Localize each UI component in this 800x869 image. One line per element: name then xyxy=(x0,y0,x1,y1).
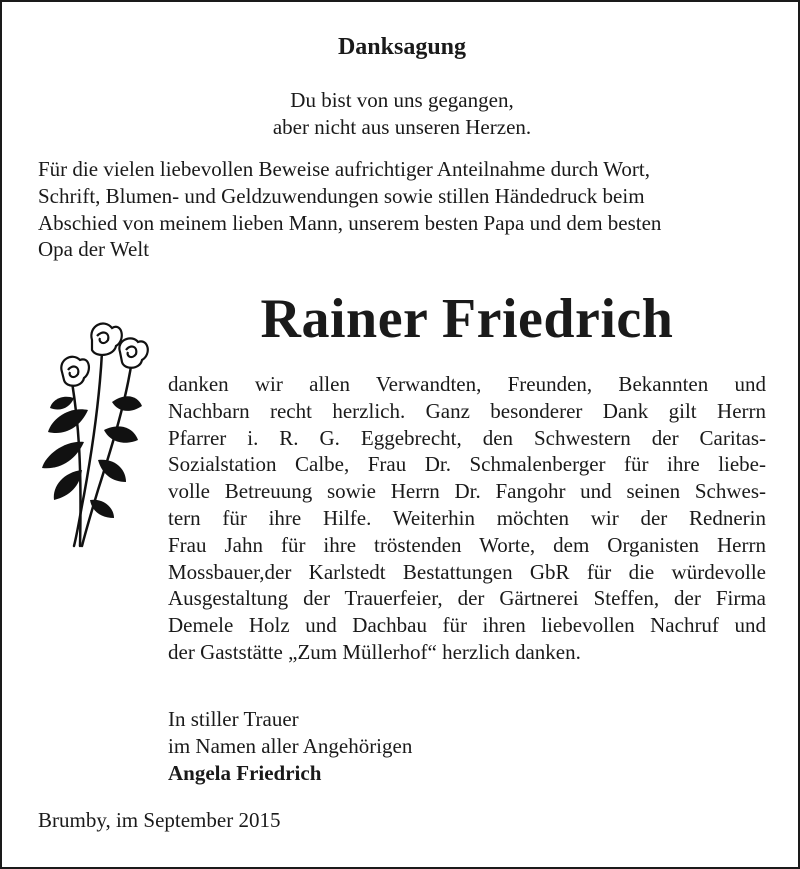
thanks-line: Pfarrer i. R. G. Eggebrecht, den Schwestern der Caritas- xyxy=(168,425,766,450)
intro-line: Opa der Welt xyxy=(38,237,150,262)
motto-line: Du bist von uns gegangen, xyxy=(290,88,514,112)
thanks-line: Mossbauer,der Karlstedt Bestattungen GbR für die würdevolle xyxy=(168,559,766,584)
thanks-line: Frau Jahn für ihre tröstenden Worte, dem Organisten Herrn xyxy=(168,532,766,557)
intro-line: Schrift, Blumen- und Geldzuwendungen sowie stillen Händedruck beim xyxy=(38,183,645,208)
motto-line: aber nicht aus unseren Herzen. xyxy=(272,115,532,139)
thanks-line: Demele Holz und Dachbau für ihren liebevollen Nachruf und xyxy=(168,613,766,638)
roses-icon xyxy=(34,310,164,550)
thanks-line: Sozialstation Calbe, Frau Dr. Schmalenberger für ihre liebe- xyxy=(168,452,766,477)
motto xyxy=(2,87,800,141)
signature-name: Angela Friedrich xyxy=(168,761,322,785)
thanks-line: tern für ihre Hilfe. Weiterhin möchten wir der Rednerin xyxy=(168,505,766,530)
thanks-line: volle Betreuung sowie Herrn Dr. Fangohr und seinen Schwes- xyxy=(168,479,766,504)
intro-paragraph xyxy=(38,156,766,263)
thanks-paragraph xyxy=(168,371,766,666)
intro-line: Für die vielen liebevollen Beweise aufrichtiger Anteilnahme durch Wort, xyxy=(38,157,650,181)
deceased-name: Rainer Friedrich xyxy=(260,288,674,350)
intro-line: Abschied von meinem lieben Mann, unserem besten Papa und dem besten xyxy=(38,210,662,235)
thanks-line: Ausgestaltung der Trauerfeier, der Gärtnerei Steffen, der Firma xyxy=(168,586,766,611)
thanks-line: der Gaststätte „Zum Müllerhof“ herzlich danken. xyxy=(168,639,581,664)
signature-line: In stiller Trauer xyxy=(168,707,299,731)
thanks-line: Nachbarn recht herzlich. Ganz besonderer Dank gilt Herrn xyxy=(168,398,766,423)
signature-block xyxy=(168,706,568,787)
place-date: Brumby, im September 2015 xyxy=(38,808,281,832)
signature-line: im Namen aller Angehörigen xyxy=(168,734,413,758)
notice-heading: Danksagung xyxy=(337,34,467,60)
thanks-line: danken wir allen Verwandten, Freunden, Bekannten und xyxy=(168,372,766,396)
